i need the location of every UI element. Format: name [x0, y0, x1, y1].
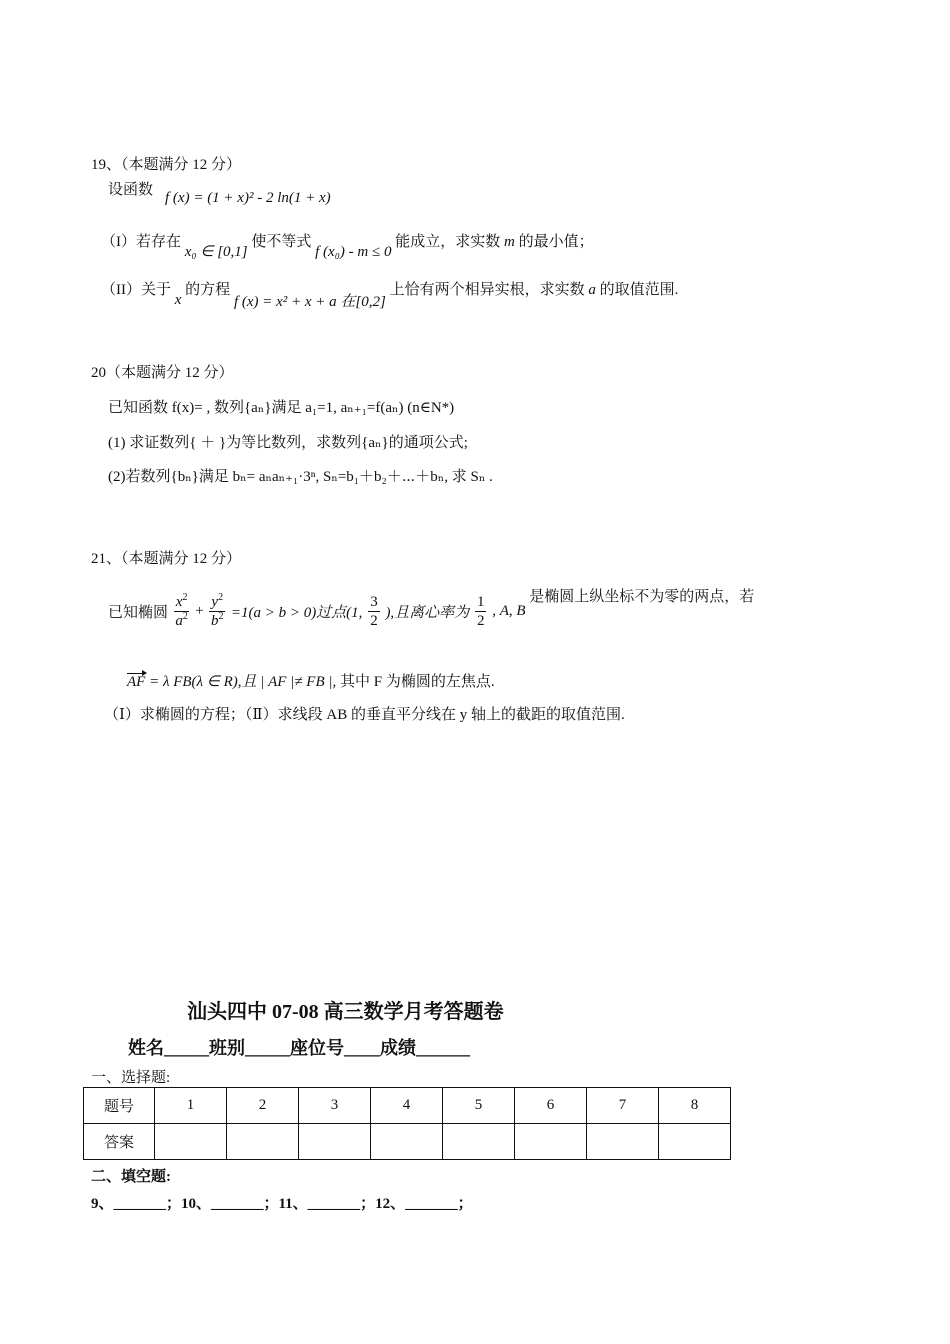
- answer-cell[interactable]: [515, 1124, 587, 1160]
- q19-part1-cond: x₀ ∈ [0,1]: [184, 244, 248, 260]
- section-fill-in: 二、填空题:: [91, 1169, 171, 1185]
- q19-part2-text-d: 的取值范围.: [599, 282, 679, 298]
- q19-part1: [101, 230, 594, 260]
- question-number: 5: [443, 1088, 515, 1124]
- vector-af: AF: [127, 674, 146, 690]
- q21-eq-rest2: ),且离心率为: [385, 605, 470, 621]
- q21-line2-math: = λ FB(λ ∈ R),且 | AF |≠ FB |,: [149, 674, 337, 690]
- answer-cell[interactable]: [299, 1124, 371, 1160]
- answer-cell[interactable]: [155, 1124, 227, 1160]
- fill-in-blanks: 9、_______；10、_______；11、_______；12、_______；: [91, 1196, 473, 1212]
- q21-heading: 21、（本题满分 12 分）: [91, 551, 242, 567]
- row-label-answer: 答案: [84, 1124, 155, 1160]
- point-fraction: $\frac{3}{2}$: [370, 594, 378, 629]
- answer-sheet-title: 汕头四中 07-08 高三数学月考答题卷: [187, 1001, 504, 1023]
- question-number: 4: [371, 1088, 443, 1124]
- question-number: 2: [227, 1088, 299, 1124]
- q19-part1-text-d: 的最小值；: [518, 234, 594, 250]
- answer-cell[interactable]: [659, 1124, 731, 1160]
- section-choice: 一、选择题:: [91, 1070, 171, 1086]
- q19-part2: [101, 278, 679, 310]
- q19-part2-text-c: 上恰有两个相异实根，求实数: [389, 282, 585, 298]
- question-number: 8: [659, 1088, 731, 1124]
- q20-line1: 已知函数 f(x)= , 数列{aₙ}满足 a₁=1, aₙ₊₁=f(aₙ) (n∈N*): [108, 400, 455, 416]
- q20-line3: (2)若数列{bₙ}满足 bₙ= aₙaₙ₊₁·3ⁿ, Sₙ=b₁＋b₂＋⋯＋bₙ, 求 Sₙ .: [108, 469, 493, 485]
- question-number: 3: [299, 1088, 371, 1124]
- q19-part2-var2: a: [588, 282, 596, 298]
- q19-part2-text-a: （II）关于: [101, 282, 171, 298]
- answer-cell[interactable]: [371, 1124, 443, 1160]
- row-label-number: 题号: [84, 1088, 155, 1124]
- eccentricity-fraction: $\frac{1}{2}$: [476, 594, 485, 629]
- q19-formula: f (x) = (1 + x)² - 2 ln(1 + x): [165, 190, 331, 206]
- q21-line2: [127, 670, 495, 691]
- answer-cell[interactable]: [587, 1124, 659, 1160]
- table-row-answers: [84, 1124, 731, 1160]
- q19-part1-text-b: 使不等式: [251, 234, 312, 250]
- q19-part1-text-c: 能成立，求实数: [395, 234, 501, 250]
- q19-part1-inequality: f (x₀) - m ≤ 0: [315, 244, 392, 260]
- ellipse-y-term: $\frac{y^2}{b^2}$: [210, 592, 224, 629]
- q21-points: , A, B: [492, 603, 526, 619]
- table-row-numbers: [84, 1088, 731, 1124]
- answer-cell[interactable]: [443, 1124, 515, 1160]
- q21-eq-rest: =1(a > b > 0)过点(1,: [230, 605, 363, 621]
- question-number: 1: [155, 1088, 227, 1124]
- q20-line2: (1) 求证数列{ ＋ }为等比数列，求数列{aₙ}的通项公式;: [108, 435, 468, 451]
- q19-part1-text-a: （I）若存在: [101, 234, 181, 250]
- answer-table: [83, 1087, 731, 1160]
- question-number: 7: [587, 1088, 659, 1124]
- q19-part1-var: m: [504, 234, 515, 250]
- student-info: 姓名_____班别_____座位号____成绩______: [128, 1038, 470, 1058]
- answer-cell[interactable]: [227, 1124, 299, 1160]
- q19-part2-var: x: [174, 292, 182, 308]
- ellipse-x-term: $\frac{x^2}{a^2}$: [175, 592, 188, 629]
- q21-tail: 是椭圆上纵坐标不为零的两点，若: [529, 588, 755, 605]
- q21-line2-text: 其中 F 为椭圆的左焦点.: [340, 674, 495, 690]
- q21-line3: （Ⅰ）求椭圆的方程；（Ⅱ）求线段 AB 的垂直平分线在 y 轴上的截距的取值范围.: [104, 707, 625, 723]
- q20-heading: 20（本题满分 12 分）: [91, 365, 234, 381]
- q19-heading: 19、（本题满分 12 分）: [91, 157, 242, 173]
- q21-intro: 已知椭圆: [108, 605, 169, 621]
- q19-part2-text-b: 的方程: [185, 282, 231, 298]
- q21-line1: 已知椭圆 $\frac{x^2}{a^2}$ + $\frac{y^2}{b^2}$ =1(a > b > 0)过点(1, $\frac{3}{2}$ ),且离心率为 $\frac{1}{2}$ , A, B 是椭圆上纵坐标不为零的两点，若: [108, 588, 755, 629]
- q19-intro: 设函数: [108, 182, 154, 198]
- q19-part2-equation: f (x) = x² + x + a 在[0,2]: [233, 294, 386, 310]
- question-number: 6: [515, 1088, 587, 1124]
